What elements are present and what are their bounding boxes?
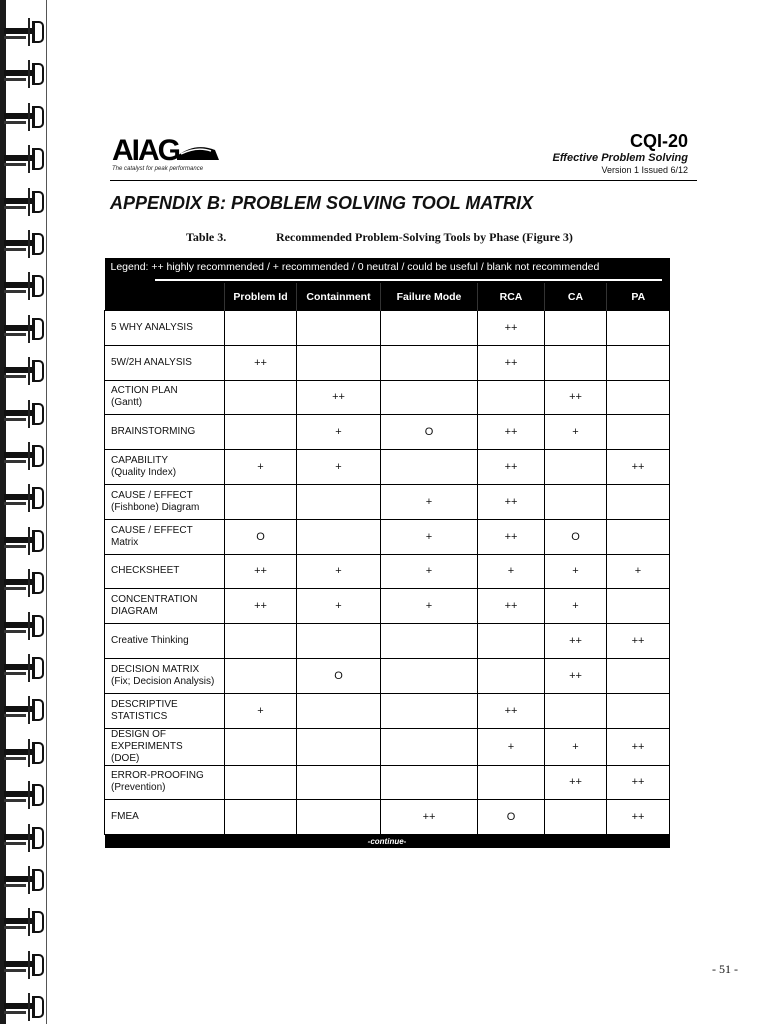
- binding-coil-icon: [4, 272, 48, 302]
- rating-cell: ++: [607, 624, 670, 659]
- table-row: [105, 345, 670, 380]
- rating-cell: +: [297, 415, 381, 450]
- rating-cell: +: [607, 554, 670, 589]
- table-row: [105, 728, 670, 765]
- rating-cell: [225, 380, 297, 415]
- column-header-row: [105, 283, 670, 311]
- rating-cell: ++: [607, 765, 670, 800]
- logo-swoosh-icon: [177, 140, 219, 162]
- appendix-title: APPENDIX B: PROBLEM SOLVING TOOL MATRIX: [110, 193, 534, 213]
- binding-coil-icon: [4, 188, 48, 218]
- binding-coil-icon: [4, 824, 48, 854]
- rating-cell: ++: [478, 589, 545, 624]
- rating-cell: O: [478, 800, 545, 835]
- rating-cell: ++: [225, 554, 297, 589]
- rating-cell: ++: [607, 728, 670, 765]
- rating-cell: [478, 380, 545, 415]
- rating-cell: [607, 484, 670, 519]
- rating-cell: [381, 450, 478, 485]
- rating-cell: [545, 693, 607, 728]
- tool-name-cell: CAUSE / EFFECT (Fishbone) Diagram: [105, 484, 225, 519]
- header-divider: [110, 180, 697, 181]
- binding-coil-icon: [4, 103, 48, 133]
- rating-cell: [381, 765, 478, 800]
- binding-coil-icon: [4, 400, 48, 430]
- binding-coil-icon: [4, 145, 48, 175]
- rating-cell: [545, 311, 607, 346]
- tool-name-cell: CHECKSHEET: [105, 554, 225, 589]
- rating-cell: [607, 345, 670, 380]
- binding-coil-icon: [4, 612, 48, 642]
- rating-cell: O: [225, 519, 297, 554]
- rating-cell: ++: [545, 624, 607, 659]
- rating-cell: ++: [478, 484, 545, 519]
- aiag-logo: [112, 134, 219, 168]
- rating-cell: +: [478, 554, 545, 589]
- rating-cell: [297, 800, 381, 835]
- tool-name-cell: 5W/2H ANALYSIS: [105, 345, 225, 380]
- binding-coil-icon: [4, 315, 48, 345]
- tool-name-cell: Creative Thinking: [105, 624, 225, 659]
- rating-cell: [297, 624, 381, 659]
- binding-coil-icon: [4, 951, 48, 981]
- rating-cell: [607, 415, 670, 450]
- rating-cell: ++: [545, 765, 607, 800]
- rating-cell: [607, 380, 670, 415]
- table-row: [105, 415, 670, 450]
- rating-cell: [297, 693, 381, 728]
- rating-cell: [607, 311, 670, 346]
- legend-rule: [105, 274, 670, 283]
- document-code: CQI-20: [629, 131, 688, 151]
- rating-cell: [381, 380, 478, 415]
- rating-cell: [225, 415, 297, 450]
- rating-cell: [381, 728, 478, 765]
- column-header: Containment: [297, 283, 381, 311]
- binding-coil-icon: [4, 781, 48, 811]
- tool-name-cell: BRAINSTORMING: [105, 415, 225, 450]
- table-row: [105, 765, 670, 800]
- legend: Legend: ++ highly recommended / + recommended / 0 neutral / could be useful / blank not recommended: [105, 258, 670, 274]
- rating-cell: [225, 800, 297, 835]
- rating-cell: ++: [478, 519, 545, 554]
- document-version: Version 1 Issued 6/12: [601, 165, 688, 175]
- rating-cell: ++: [545, 380, 607, 415]
- rating-cell: +: [381, 554, 478, 589]
- binding-coil-icon: [4, 993, 48, 1023]
- rating-cell: [545, 450, 607, 485]
- rating-cell: [607, 519, 670, 554]
- binding-coil-icon: [4, 442, 48, 472]
- rating-cell: [225, 728, 297, 765]
- rating-cell: ++: [297, 380, 381, 415]
- rating-cell: ++: [478, 450, 545, 485]
- binding-coil-icon: [4, 569, 48, 599]
- tool-name-cell: DESCRIPTIVE STATISTICS: [105, 693, 225, 728]
- rating-cell: [297, 519, 381, 554]
- tool-name-cell: DESIGN OF EXPERIMENTS (DOE): [105, 728, 225, 765]
- column-header: Failure Mode: [381, 283, 478, 311]
- rating-cell: [381, 345, 478, 380]
- table-caption: Recommended Problem-Solving Tools by Phase (Figure 3): [276, 230, 573, 244]
- rating-cell: +: [545, 554, 607, 589]
- page-number: - 51 -: [712, 962, 738, 976]
- rating-cell: O: [297, 658, 381, 693]
- rating-cell: [297, 728, 381, 765]
- spiral-binding: [0, 0, 50, 1024]
- rating-cell: ++: [478, 311, 545, 346]
- rating-cell: +: [297, 554, 381, 589]
- rating-cell: [297, 311, 381, 346]
- rating-cell: [545, 800, 607, 835]
- rating-cell: [478, 765, 545, 800]
- rating-cell: ++: [478, 693, 545, 728]
- column-header: Problem Id: [225, 283, 297, 311]
- binding-coil-icon: [4, 357, 48, 387]
- tool-name-cell: FMEA: [105, 800, 225, 835]
- binding-coil-icon: [4, 696, 48, 726]
- rating-cell: [297, 765, 381, 800]
- rating-cell: [225, 658, 297, 693]
- tool-name-cell: ERROR-PROOFING (Prevention): [105, 765, 225, 800]
- rating-cell: [381, 624, 478, 659]
- rating-cell: [225, 624, 297, 659]
- rating-cell: +: [381, 519, 478, 554]
- rating-cell: ++: [545, 658, 607, 693]
- rating-cell: [478, 624, 545, 659]
- rating-cell: ++: [225, 589, 297, 624]
- rating-cell: +: [225, 450, 297, 485]
- binding-coil-icon: [4, 484, 48, 514]
- rating-cell: [607, 658, 670, 693]
- rating-cell: ++: [478, 345, 545, 380]
- rating-cell: [545, 484, 607, 519]
- rating-cell: +: [478, 728, 545, 765]
- table-row: [105, 484, 670, 519]
- table-label: Table 3.: [186, 230, 227, 244]
- table-row: [105, 380, 670, 415]
- rating-cell: +: [297, 589, 381, 624]
- rating-cell: ++: [225, 345, 297, 380]
- rating-cell: [545, 345, 607, 380]
- rating-cell: [225, 484, 297, 519]
- table-row: [105, 519, 670, 554]
- tool-name-cell: CAUSE / EFFECT Matrix: [105, 519, 225, 554]
- document-subtitle: Effective Problem Solving: [552, 152, 688, 164]
- tool-name-cell: 5 WHY ANALYSIS: [105, 311, 225, 346]
- column-header-tool: [105, 283, 225, 311]
- rating-cell: ++: [381, 800, 478, 835]
- binding-coil-icon: [4, 654, 48, 684]
- binding-coil-icon: [4, 527, 48, 557]
- logo-tagline: The catalyst for peak performance: [112, 166, 204, 172]
- binding-coil-icon: [4, 60, 48, 90]
- tool-name-cell: ACTION PLAN (Gantt): [105, 380, 225, 415]
- rating-cell: [297, 345, 381, 380]
- tool-matrix-table: [104, 258, 670, 848]
- tool-name-cell: DECISION MATRIX (Fix; Decision Analysis): [105, 658, 225, 693]
- table-row: [105, 450, 670, 485]
- rating-cell: +: [545, 415, 607, 450]
- binding-coil-icon: [4, 18, 48, 48]
- rating-cell: +: [225, 693, 297, 728]
- continue-label: -continue-: [105, 835, 670, 849]
- rating-cell: O: [545, 519, 607, 554]
- rating-cell: +: [297, 450, 381, 485]
- rating-cell: +: [545, 728, 607, 765]
- binding-coil-icon: [4, 230, 48, 260]
- logo-text: AIAG: [112, 134, 179, 167]
- rating-cell: ++: [607, 450, 670, 485]
- rating-cell: [225, 765, 297, 800]
- table-row: [105, 624, 670, 659]
- table-row: [105, 554, 670, 589]
- rating-cell: ++: [607, 800, 670, 835]
- rating-cell: [607, 693, 670, 728]
- rating-cell: [381, 311, 478, 346]
- rating-cell: +: [381, 484, 478, 519]
- rating-cell: [607, 589, 670, 624]
- table-row: [105, 693, 670, 728]
- rating-cell: O: [381, 415, 478, 450]
- binding-coil-icon: [4, 908, 48, 938]
- tool-name-cell: CAPABILITY (Quality Index): [105, 450, 225, 485]
- rating-cell: [225, 311, 297, 346]
- rating-cell: [381, 658, 478, 693]
- table-row: [105, 589, 670, 624]
- column-header: CA: [545, 283, 607, 311]
- table-row: [105, 311, 670, 346]
- tool-name-cell: CONCENTRATION DIAGRAM: [105, 589, 225, 624]
- column-header: PA: [607, 283, 670, 311]
- rating-cell: +: [545, 589, 607, 624]
- rating-cell: ++: [478, 415, 545, 450]
- table-row: [105, 658, 670, 693]
- binding-coil-icon: [4, 866, 48, 896]
- column-header: RCA: [478, 283, 545, 311]
- rating-cell: +: [381, 589, 478, 624]
- table-row: [105, 800, 670, 835]
- rating-cell: [297, 484, 381, 519]
- rating-cell: [478, 658, 545, 693]
- binding-coil-icon: [4, 739, 48, 769]
- rating-cell: [381, 693, 478, 728]
